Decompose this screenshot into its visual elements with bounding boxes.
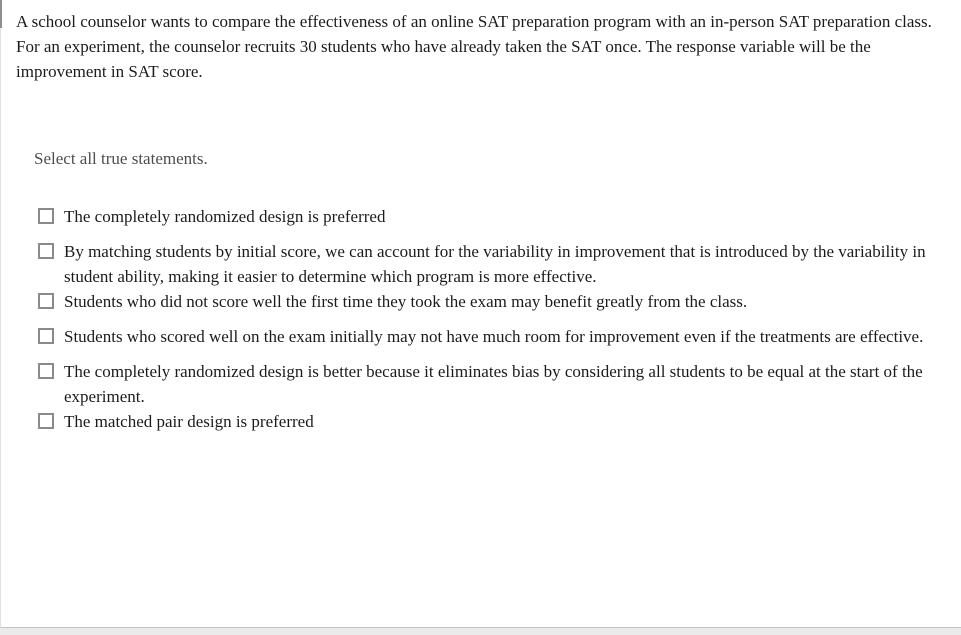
checkbox-option-label: Students who scored well on the exam initially may not have much room for improvement even if the treatments are effective. (64, 327, 924, 346)
checkbox-option-label: The completely randomized design is preferred (64, 207, 386, 226)
checkbox[interactable] (38, 208, 54, 224)
question-prompt: A school counselor wants to compare the effectiveness of an online SAT preparation program with an in-person SAT preparation class. For an experiment, the counselor recruits 30 students who have already taken the SAT once. The response variable will be the improvement in SAT score. (16, 12, 932, 81)
checkbox-option[interactable] (1, 289, 961, 324)
select-instruction: Select all true statements. (34, 149, 208, 168)
checkbox-option-label: By matching students by initial score, we can account for the variability in improvement that is introduced by the variability in student ability, making it easier to determine which program is more effective. (64, 242, 926, 286)
checkbox-option-label: The matched pair design is preferred (64, 412, 314, 431)
checkbox-option-label: Students who did not score well the first time they took the exam may benefit greatly from the class. (64, 292, 748, 311)
checkbox-option[interactable] (1, 359, 961, 409)
checkbox-option[interactable] (1, 204, 961, 239)
checkbox[interactable] (38, 243, 54, 259)
checkbox-option[interactable] (1, 409, 961, 444)
options-list (1, 204, 961, 444)
checkbox-option-label: The completely randomized design is better because it eliminates bias by considering all students to be equal at the start of the experiment. (64, 362, 923, 406)
checkbox[interactable] (38, 413, 54, 429)
checkbox[interactable] (38, 328, 54, 344)
vertical-scrollbar-thumb[interactable] (0, 0, 2, 28)
checkbox-option[interactable] (1, 324, 961, 359)
checkbox[interactable] (38, 293, 54, 309)
checkbox[interactable] (38, 363, 54, 379)
checkbox-option[interactable] (1, 239, 961, 289)
